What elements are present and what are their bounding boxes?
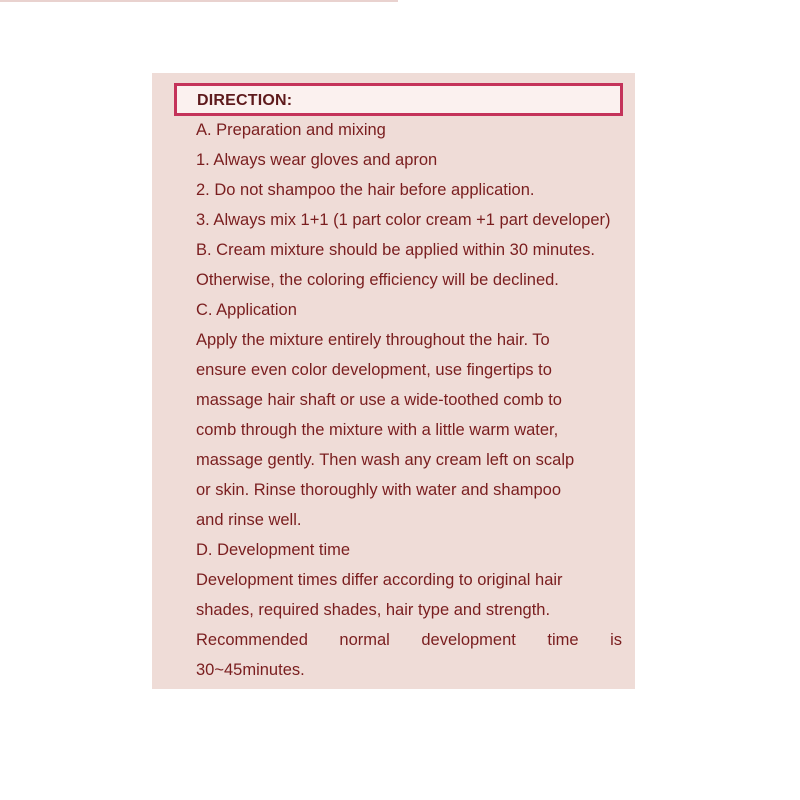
application-text-line: and rinse well. <box>196 511 302 529</box>
step-b-text: B. Cream mixture should be applied within 30 minutes. <box>196 241 595 259</box>
step-a-heading: A. Preparation and mixing <box>196 121 386 139</box>
application-text-line: Apply the mixture entirely throughout the hair. To <box>196 331 550 349</box>
directions-content <box>196 115 622 685</box>
step-3-text: 3. Always mix 1+1 (1 part color cream +1 part developer) <box>196 211 611 229</box>
step-d-heading: D. Development time <box>196 541 351 559</box>
application-text-line: massage gently. Then wash any cream left on scalp <box>196 451 575 469</box>
section-title: DIRECTION: <box>197 92 293 109</box>
top-divider-line <box>0 0 398 2</box>
application-text-line: massage hair shaft or use a wide-toothed comb to <box>196 391 562 409</box>
development-time-value: 30~45minutes. <box>196 661 305 679</box>
step-1-text: 1. Always wear gloves and apron <box>196 151 438 169</box>
application-text-line: ensure even color development, use fingertips to <box>196 361 552 379</box>
directions-panel <box>152 73 635 689</box>
application-text-line: or skin. Rinse thoroughly with water and shampoo <box>196 481 562 499</box>
step-b-continuation: Otherwise, the coloring efficiency will be declined. <box>196 271 559 289</box>
development-text-line: Development times differ according to original hair <box>196 571 563 589</box>
application-text-line: comb through the mixture with a little warm water, <box>196 421 559 439</box>
step-2-text: 2. Do not shampoo the hair before application. <box>196 181 535 199</box>
step-c-heading: C. Application <box>196 301 297 319</box>
development-text-line: Recommended normal development time is <box>196 631 622 649</box>
section-header-box <box>174 83 623 116</box>
development-text-line: shades, required shades, hair type and strength. <box>196 601 551 619</box>
